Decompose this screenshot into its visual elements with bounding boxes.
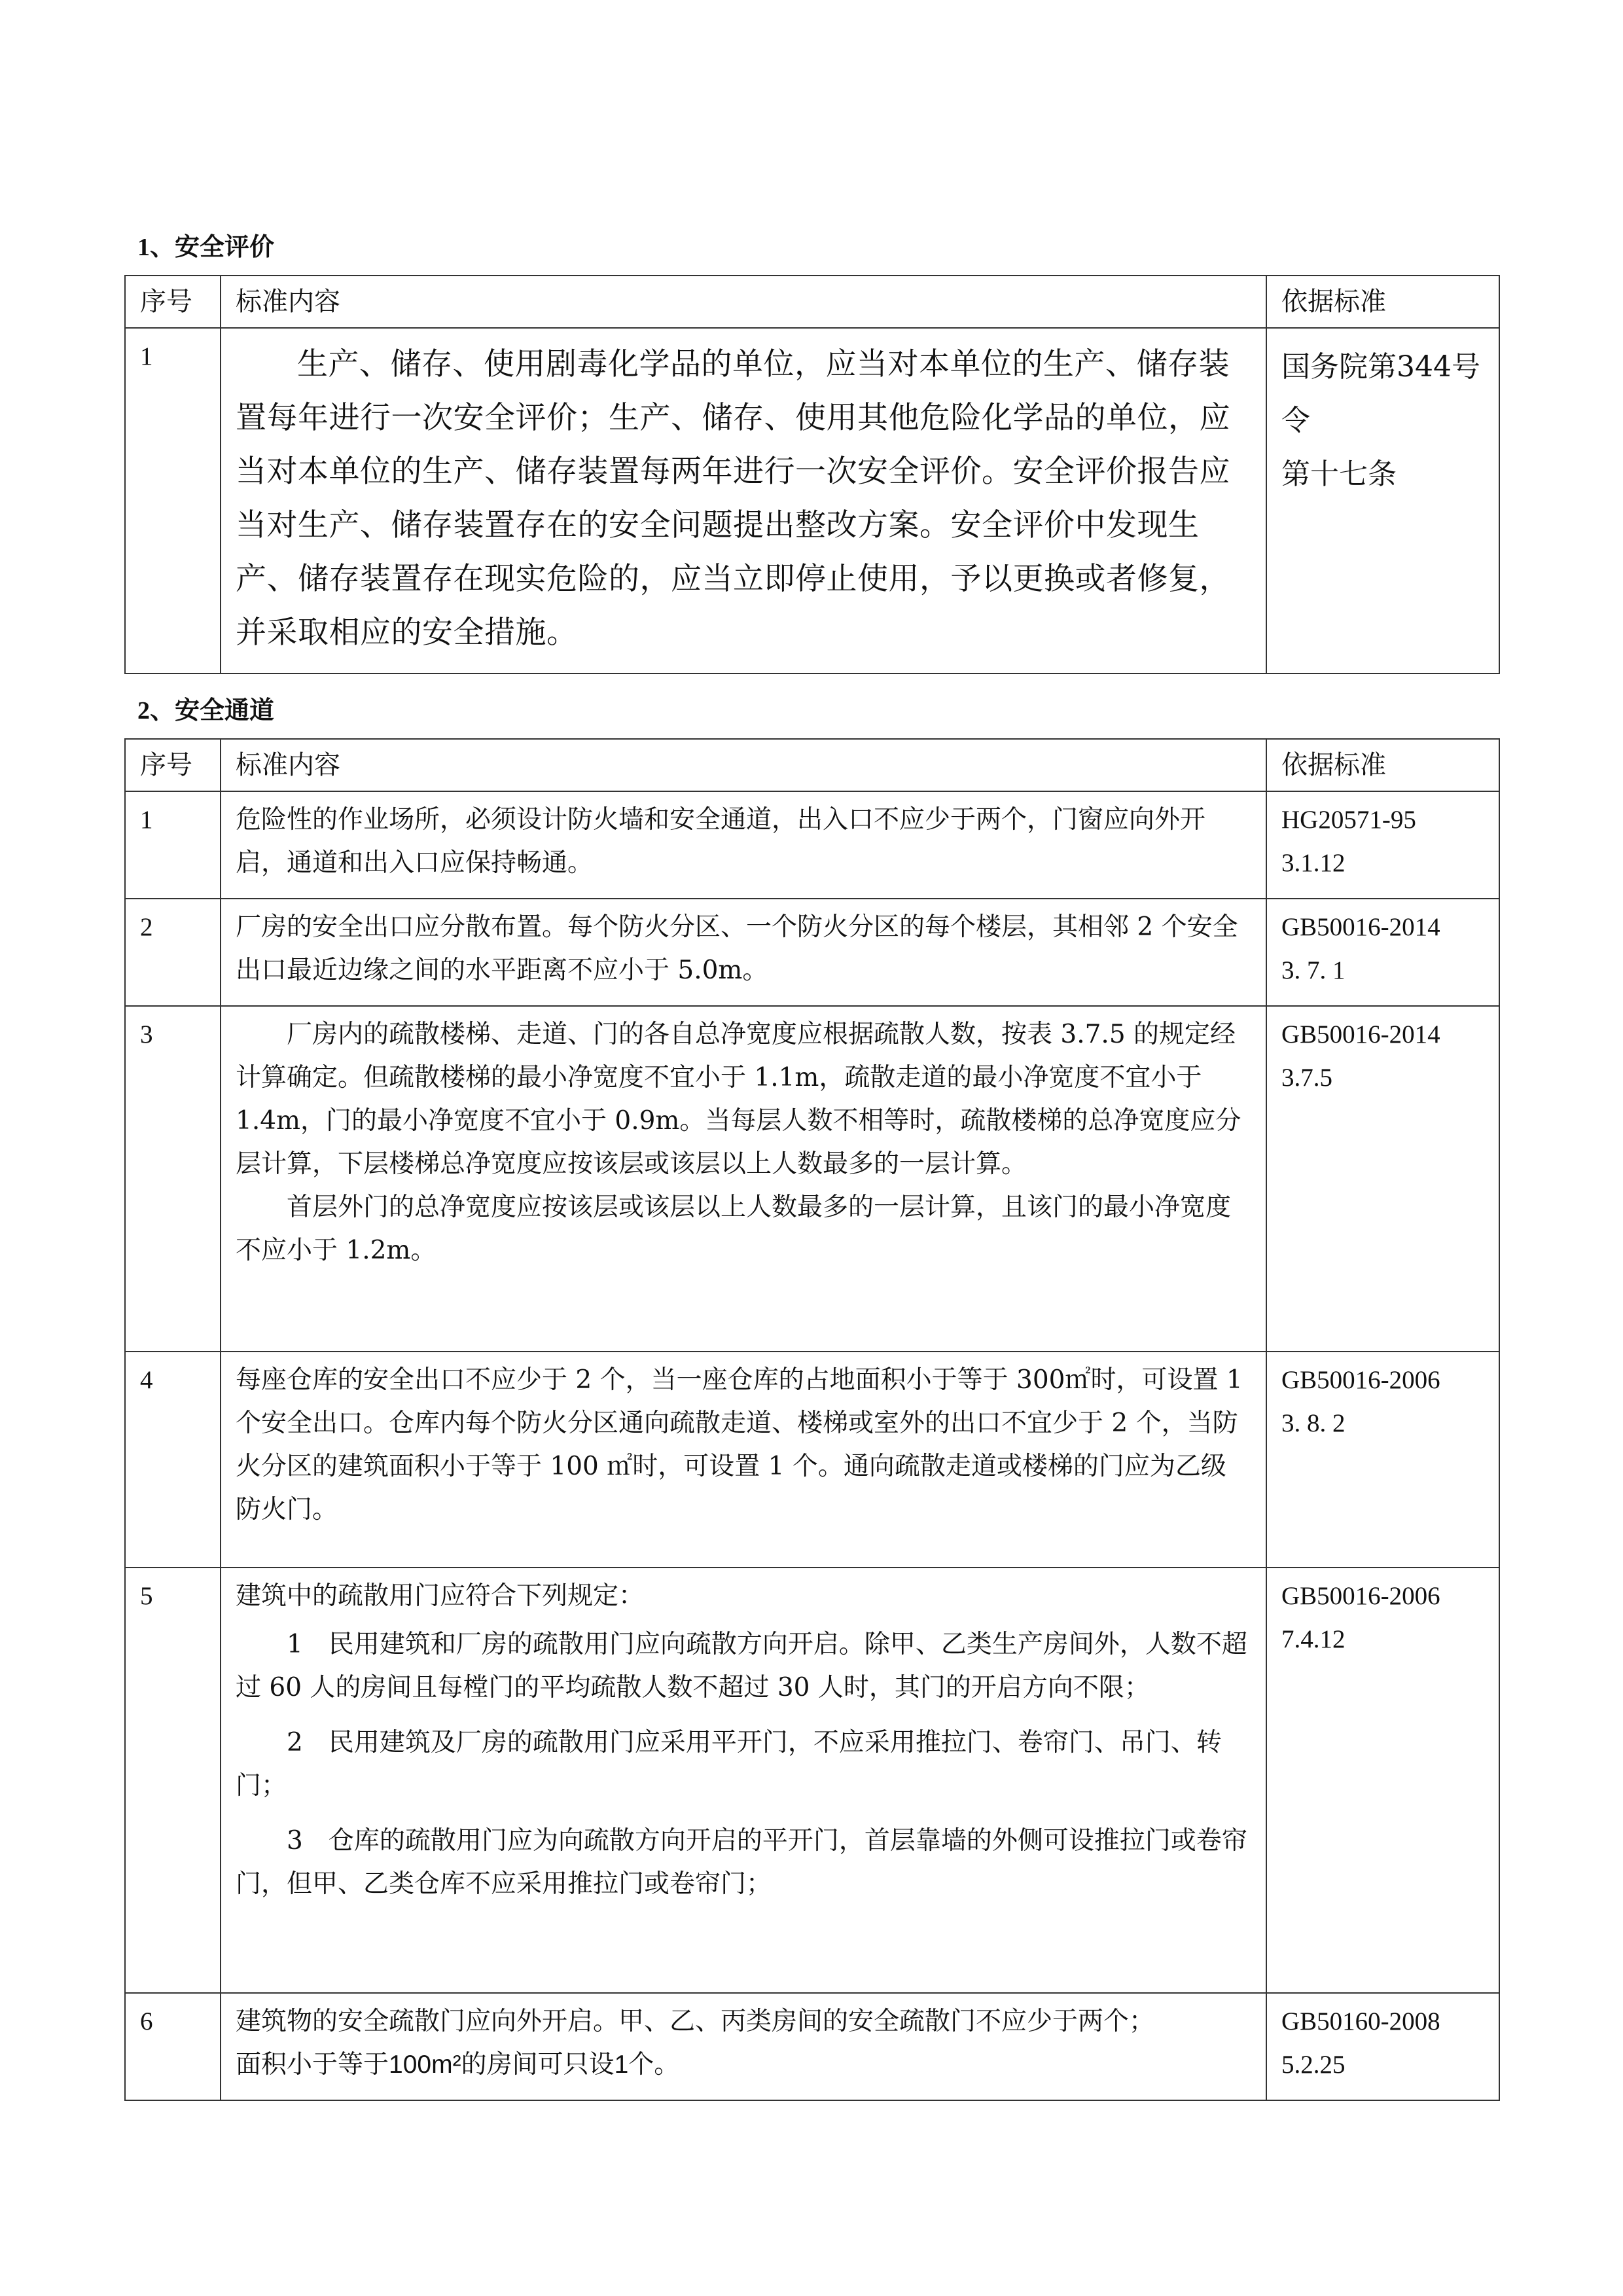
section-number: 2	[137, 697, 150, 725]
list-item: 3 仓库的疏散用门应为向疏散方向开启的平开门，首层靠墙的外侧可设推拉门或卷帘门，但甲、乙类仓库不应采用推拉门或卷帘门；	[236, 1826, 1247, 1899]
text-run: 的房间可只设	[461, 2050, 615, 2079]
row-basis	[1266, 328, 1499, 673]
list-item: 2 民用建筑及厂房的疏散用门应采用平开门，不应采用推拉门、卷帘门、吊门、转门；	[236, 1728, 1222, 1801]
row-number: 1	[125, 328, 221, 673]
basis-line: 3. 8. 2	[1281, 1409, 1346, 1437]
basis-line: 3. 7. 1	[1281, 956, 1346, 984]
table-header-row	[125, 276, 1499, 328]
row-basis	[1266, 1568, 1499, 1993]
text-run: 面积小于等于	[236, 2050, 389, 2079]
row-number: 4	[125, 1352, 221, 1568]
section-title-safety-evaluation	[137, 230, 274, 264]
header-content: 标准内容	[221, 739, 1266, 791]
row-content	[221, 1568, 1266, 1993]
row-content-text: 厂房内的疏散楼梯、走道、门的各自总净宽度应根据疏散人数，按表 3.7.5 的规定经计算确定。但疏散楼梯的最小净宽度不宜小于 1.1m，疏散走道的最小净宽度不宜小于 1.4m，门的最小净宽度不宜小于 0.9m。当每层人数不相等时，疏散楼梯的总净宽度应分层计算，下层楼梯总净宽度应按该层或该层以上人数最多的一层计算。	[236, 1020, 1241, 1179]
section-label: 、安全通道	[150, 695, 275, 725]
header-basis: 依据标准	[1266, 739, 1499, 791]
row-content-text: 生产、储存、使用剧毒化学品的单位，应当对本单位的生产、储存装置每年进行一次安全评价；生产、储存、使用其他危险化学品的单位，应当对本单位的生产、储存装置每两年进行一次安全评价。安全评价报告应当对生产、储存装置存在的安全问题提出整改方案。安全评价中发现生产、储存装置存在现实危险的，应当立即停止使用，予以更换或者修复，并采取相应的安全措施。	[236, 346, 1230, 651]
row-basis	[1266, 1993, 1499, 2100]
row-number: 2	[125, 899, 221, 1006]
safety-evaluation-table	[124, 275, 1500, 674]
basis-line: HG20571-95	[1281, 806, 1416, 834]
row-content	[221, 1352, 1266, 1568]
table-row	[125, 1568, 1499, 1993]
basis-line: GB50016-2006	[1281, 1582, 1440, 1610]
row-number: 3	[125, 1006, 221, 1352]
table-row	[125, 1006, 1499, 1352]
basis-line: 7.4.12	[1281, 1625, 1346, 1653]
safety-passage-table	[124, 738, 1500, 2101]
count-value: 1	[614, 2051, 629, 2079]
row-content-text: 厂房的安全出口应分散布置。每个防火分区、一个防火分区的每个楼层，其相邻 2 个安全出口最近边缘之间的水平距离不应小于 5.0m。	[236, 912, 1238, 985]
basis-line: 3.7.5	[1281, 1064, 1332, 1092]
row-content	[221, 328, 1266, 673]
basis-line: GB50016-2014	[1281, 913, 1440, 941]
row-basis	[1266, 1352, 1499, 1568]
row-basis	[1266, 1006, 1499, 1352]
row-basis	[1266, 791, 1499, 899]
area-value: 100m²	[389, 2051, 461, 2079]
basis-line: 3.1.12	[1281, 849, 1346, 877]
row-number: 5	[125, 1568, 221, 1993]
row-content-text: 危险性的作业场所，必须设计防火墙和安全通道，出入口不应少于两个，门窗应向外开启，通道和出入口应保持畅通。	[236, 805, 1206, 878]
header-no: 序号	[125, 276, 221, 328]
section-number: 1	[137, 234, 150, 261]
table-row	[125, 791, 1499, 899]
basis-line: 第十七条	[1281, 457, 1397, 491]
row-content	[221, 899, 1266, 1006]
section-title-safety-passage	[137, 694, 274, 727]
table-row	[125, 328, 1499, 673]
basis-line: GB50016-2006	[1281, 1366, 1440, 1394]
table-row	[125, 1993, 1499, 2100]
section-label: 、安全评价	[150, 232, 275, 261]
list-item: 1 民用建筑和厂房的疏散用门应向疏散方向开启。除甲、乙类生产房间外，人数不超过 60 人的房间且每樘门的平均疏散人数不超过 30 人时，其门的开启方向不限；	[236, 1630, 1247, 1702]
table-header-row	[125, 739, 1499, 791]
row-content	[221, 791, 1266, 899]
row-content-text	[236, 2043, 1251, 2087]
basis-line: GB50160-2008	[1281, 2007, 1440, 2036]
table-row	[125, 1352, 1499, 1568]
row-number: 1	[125, 791, 221, 899]
row-number: 6	[125, 1993, 221, 2100]
row-content-text: 建筑物的安全疏散门应向外开启。甲、乙、丙类房间的安全疏散门不应少于两个；	[236, 2007, 1155, 2036]
header-no: 序号	[125, 739, 221, 791]
basis-line: GB50016-2014	[1281, 1020, 1440, 1049]
basis-line: 5.2.25	[1281, 2051, 1346, 2079]
text-run: 个。	[628, 2050, 680, 2079]
row-content-text: 首层外门的总净宽度应按该层或该层以上人数最多的一层计算，且该门的最小净宽度不应小于 1.2m。	[236, 1193, 1232, 1265]
header-basis: 依据标准	[1266, 276, 1499, 328]
row-content	[221, 1006, 1266, 1352]
basis-line: 国务院第344号令	[1281, 350, 1480, 437]
header-content: 标准内容	[221, 276, 1266, 328]
row-content	[221, 1993, 1266, 2100]
row-content-text: 每座仓库的安全出口不应少于 2 个，当一座仓库的占地面积小于等于 300㎡时，可设置 1 个安全出口。仓库内每个防火分区通向疏散走道、楼梯或室外的出口不宜少于 2 个，当防火分区的建筑面积小于等于 100 ㎡时，可设置 1 个。通向疏散走道或楼梯的门应为乙级防火门。	[236, 1365, 1243, 1524]
row-basis	[1266, 899, 1499, 1006]
row-content-lead: 建筑中的疏散用门应符合下列规定：	[236, 1581, 645, 1611]
table-row	[125, 899, 1499, 1006]
